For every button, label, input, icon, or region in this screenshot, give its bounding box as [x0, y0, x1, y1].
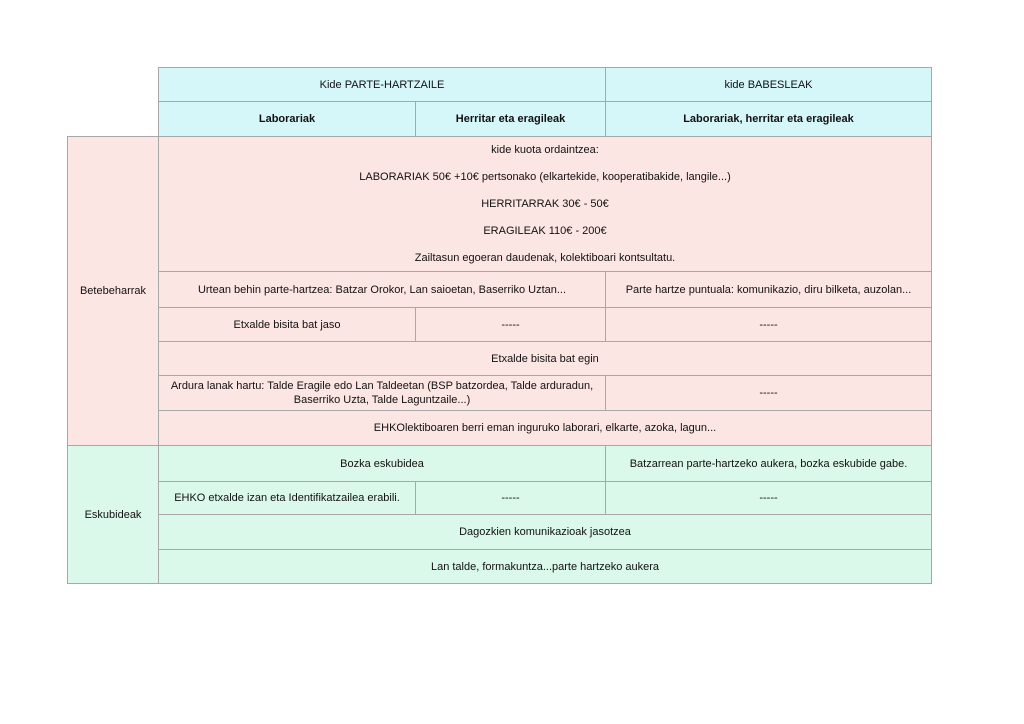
communications-cell: Dagozkien komunikazioak jasotzea	[159, 515, 932, 550]
participating-members-header: Kide PARTE-HARTZAILE	[159, 68, 606, 102]
receive-visit-supporters-cell: -----	[606, 308, 932, 342]
responsibilities-cell: Ardura lanak hartu: Talde Eragile edo Lan Taldeetan (BSP batzordea, Talde arduradun, Baserriko Uzta, Talde Laguntzaile...)	[159, 376, 606, 411]
annual-participation-cell: Urtean behin parte-hartzea: Batzar Orokor, Lan saioetan, Baserriko Uztan...	[159, 272, 606, 308]
fee-line: LABORARIAK 50€ +10€ pertsonako (elkartekide, kooperatibakide, langile...)	[359, 171, 731, 183]
responsibilities-supporters-cell: -----	[606, 376, 932, 411]
membership-fee-cell	[159, 137, 932, 272]
receive-visit-cell: Etxalde bisita bat jaso	[159, 308, 416, 342]
vote-right-cell: Bozka eskubidea	[159, 446, 606, 482]
ehko-supporters-cell: -----	[606, 482, 932, 515]
duties-label: Betebeharrak	[68, 137, 159, 446]
make-visit-cell: Etxalde bisita bat egin	[159, 342, 932, 376]
ehko-farm-cell: EHKO etxalde izan eta Identifikatzailea erabili.	[159, 482, 416, 515]
punctual-participation-cell: Parte hartze puntuala: komunikazio, diru bilketa, auzolan...	[606, 272, 932, 308]
membership-table	[67, 67, 932, 584]
fee-line: ERAGILEAK 110€ - 200€	[483, 225, 607, 237]
fee-line: HERRITARRAK 30€ - 50€	[481, 198, 609, 210]
fee-line: kide kuota ordaintzea:	[491, 144, 599, 156]
receive-visit-citizens-cell: -----	[416, 308, 606, 342]
col-header-farmers: Laborariak	[159, 102, 416, 137]
fee-line: Zailtasun egoeran daudenak, kolektiboari kontsultatu.	[414, 252, 676, 264]
corner-empty-2	[68, 102, 159, 137]
supporting-members-header: kide BABESLEAK	[606, 68, 932, 102]
inform-cell: EHKOlektiboaren berri eman inguruko laborari, elkarte, azoka, lagun...	[159, 411, 932, 446]
assembly-right-cell: Batzarrean parte-hartzeko aukera, bozka eskubide gabe.	[606, 446, 932, 482]
col-header-all: Laborariak, herritar eta eragileak	[606, 102, 932, 137]
rights-label: Eskubideak	[68, 446, 159, 584]
working-groups-cell: Lan talde, formakuntza...parte hartzeko aukera	[159, 550, 932, 584]
corner-empty	[68, 68, 159, 102]
col-header-citizens-agents: Herritar eta eragileak	[416, 102, 606, 137]
ehko-citizens-cell: -----	[416, 482, 606, 515]
